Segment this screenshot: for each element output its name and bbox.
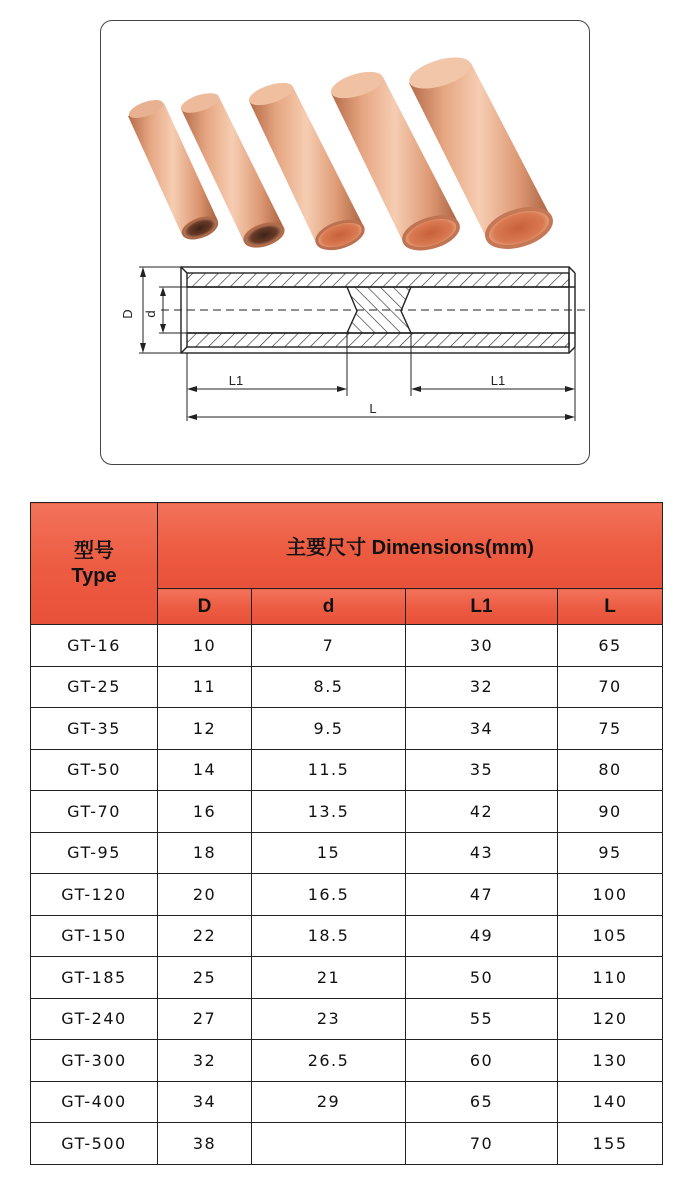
cell-L: 155 — [558, 1123, 663, 1165]
cell-D: 18 — [158, 832, 252, 874]
cell-L: 80 — [558, 749, 663, 791]
cell-L1: 42 — [406, 791, 558, 833]
cell-L: 140 — [558, 1081, 663, 1123]
cell-L: 130 — [558, 1040, 663, 1082]
table-row — [31, 957, 663, 999]
type-header-en: Type — [71, 564, 117, 587]
cell-L1: 32 — [406, 666, 558, 708]
cell-d: 15 — [252, 832, 406, 874]
cell-D: 12 — [158, 708, 252, 750]
cell-type: GT-50 — [31, 749, 158, 791]
cell-type: GT-500 — [31, 1123, 158, 1165]
table-row — [31, 1123, 663, 1165]
cell-type: GT-95 — [31, 832, 158, 874]
cell-type: GT-25 — [31, 666, 158, 708]
cell-d: 9.5 — [252, 708, 406, 750]
cell-L: 120 — [558, 998, 663, 1040]
cell-D: 11 — [158, 666, 252, 708]
bottom-wall — [187, 333, 569, 347]
cell-type: GT-35 — [31, 708, 158, 750]
cell-D: 22 — [158, 915, 252, 957]
cell-type: GT-300 — [31, 1040, 158, 1082]
cell-L: 75 — [558, 708, 663, 750]
cell-L: 70 — [558, 666, 663, 708]
table-body — [31, 625, 663, 1165]
cell-L1: 49 — [406, 915, 558, 957]
top-wall — [187, 273, 569, 287]
label-L1-right: L1 — [490, 373, 506, 388]
table-row — [31, 998, 663, 1040]
cell-D: 14 — [158, 749, 252, 791]
dimensions-table — [30, 502, 663, 1165]
cell-d — [252, 1123, 406, 1165]
cell-L: 95 — [558, 832, 663, 874]
cell-L1: 34 — [406, 708, 558, 750]
cell-type: GT-70 — [31, 791, 158, 833]
cell-type: GT-400 — [31, 1081, 158, 1123]
cell-L1: 55 — [406, 998, 558, 1040]
cell-d: 26.5 — [252, 1040, 406, 1082]
cell-L1: 35 — [406, 749, 558, 791]
cell-d: 21 — [252, 957, 406, 999]
cell-type: GT-16 — [31, 625, 158, 667]
table-header-row-1 — [31, 503, 663, 589]
cell-d: 7 — [252, 625, 406, 667]
cell-d: 11.5 — [252, 749, 406, 791]
cell-L1: 60 — [406, 1040, 558, 1082]
cell-d: 18.5 — [252, 915, 406, 957]
diagram-labels — [120, 309, 505, 416]
cell-L: 105 — [558, 915, 663, 957]
cell-L1: 43 — [406, 832, 558, 874]
figure-svg — [101, 21, 590, 465]
cell-L1: 50 — [406, 957, 558, 999]
dimensions-header: 主要尺寸 Dimensions(mm) — [158, 503, 663, 589]
type-header-cn: 型号 — [74, 539, 114, 562]
cell-type: GT-120 — [31, 874, 158, 916]
cross-section-diagram — [139, 267, 586, 421]
cell-D: 25 — [158, 957, 252, 999]
cell-L: 65 — [558, 625, 663, 667]
column-header-L1: L1 — [406, 589, 558, 625]
cell-d: 29 — [252, 1081, 406, 1123]
cell-d: 8.5 — [252, 666, 406, 708]
cell-L1: 65 — [406, 1081, 558, 1123]
table-row — [31, 1081, 663, 1123]
cell-D: 34 — [158, 1081, 252, 1123]
column-header-D: D — [158, 589, 252, 625]
cell-L1: 30 — [406, 625, 558, 667]
cell-d: 16.5 — [252, 874, 406, 916]
table-row — [31, 708, 663, 750]
table-row — [31, 874, 663, 916]
cell-L: 100 — [558, 874, 663, 916]
cell-d: 13.5 — [252, 791, 406, 833]
type-header — [31, 503, 158, 625]
cell-d: 23 — [252, 998, 406, 1040]
cell-D: 10 — [158, 625, 252, 667]
cell-type: GT-185 — [31, 957, 158, 999]
table-row — [31, 1040, 663, 1082]
cell-D: 16 — [158, 791, 252, 833]
column-header-L: L — [558, 589, 663, 625]
table-row — [31, 666, 663, 708]
cell-D: 32 — [158, 1040, 252, 1082]
copper-tubes-photo — [127, 51, 556, 254]
cell-L: 110 — [558, 957, 663, 999]
column-header-d: d — [252, 589, 406, 625]
cell-L: 90 — [558, 791, 663, 833]
cell-type: GT-240 — [31, 998, 158, 1040]
label-L: L — [369, 401, 377, 416]
table-row — [31, 625, 663, 667]
cell-type: GT-150 — [31, 915, 158, 957]
cell-D: 27 — [158, 998, 252, 1040]
label-L1-left: L1 — [228, 373, 244, 388]
table-row — [31, 791, 663, 833]
label-D: D — [120, 309, 135, 319]
cell-L1: 47 — [406, 874, 558, 916]
cell-L1: 70 — [406, 1123, 558, 1165]
label-d: d — [143, 310, 158, 318]
cell-D: 20 — [158, 874, 252, 916]
cell-D: 38 — [158, 1123, 252, 1165]
table-row — [31, 749, 663, 791]
table-row — [31, 915, 663, 957]
product-figure-panel — [100, 20, 590, 465]
table-row — [31, 832, 663, 874]
